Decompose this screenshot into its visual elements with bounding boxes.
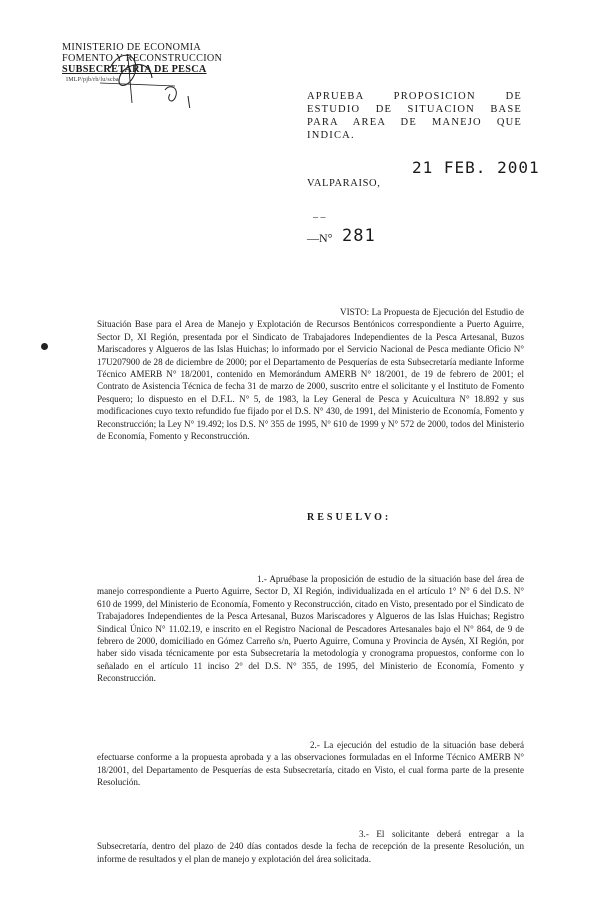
ministry-line-1: MINISTERIO DE ECONOMIA (62, 42, 202, 53)
article-2 (97, 739, 524, 789)
article-1-number: 1.- (257, 574, 267, 584)
article-3-text: El solicitante deberá entregar a la Subsecretaría, dentro del plazo de 240 días contados desde la fecha de recepción de la presente Resolución, un informe de resultados y el plan de manejo y explotación del área solicitada. (97, 829, 524, 864)
resolution-prefix-label: N° (319, 231, 333, 245)
date-stamp: 21 FEB. 2001 (412, 158, 540, 177)
initials-line: IMLP/pjb/rb/lu/scba (66, 77, 119, 83)
reference-subject: APRUEBA PROPOSICION DE ESTUDIO DE SITUACION BASE PARA AREA DE MANEJO QUE INDICA. (307, 91, 522, 141)
handwritten-initials-signature (80, 28, 200, 108)
article-2-number: 2.- (310, 740, 320, 750)
article-1 (97, 573, 524, 685)
place-label: VALPARAISO, (307, 178, 381, 189)
margin-dot (41, 343, 48, 350)
subsecretaria-line: SUBSECRETARIA DE PESCA (62, 64, 207, 75)
visto-lead: VISTO: (340, 307, 370, 317)
resolution-prefix: —N° (307, 231, 333, 245)
article-3-number: 3.- (359, 829, 369, 839)
resolution-number-block (307, 212, 397, 252)
visto-text: La Propuesta de Ejecución del Estudio de Situación Base para el Area de Manejo y Explotación de Recursos Bentónicos correspondiente a Puerto Aguirre, Sector D, XI Región, presentada por el Sindicato de Trabajadores Independientes de la Pesca Artesanal, Buzos Mariscadores y Algueros de las Islas Huichas; lo informado por el Servicio Nacional de Pesca mediante Oficio N° 17U207900 de 28 de diciembre de 2000; por el Departamento de Pesquerías de esta Subsecretaría mediante Informe Técnico AMERB N° 18/2001, contenido en Memorándum AMERB N° 18/2001, de 19 de febrero de 2001; el Contrato de Asistencia Técnica de fecha 31 de marzo de 2000, suscrito entre el solicitante y el Instituto de Fomento Pesquero; lo dispuesto en el D.F.L. N° 5, de 1983, la Ley General de Pesca y Acuicultura N° 18.892 y sus modificaciones cuyo texto refundido fue fijado por el D.S. N° 430, de 1991, del Ministerio de Economía, Fomento y Reconstrucción; la Ley N° 19.492; los D.S. N° 355 de 1995, N° 610 de 1999 y N° 572 de 2000, todos del Ministerio de Economía, Fomento y Reconstrucción. (97, 307, 524, 442)
resuelvo-heading: RESUELVO: (307, 512, 392, 523)
visto-paragraph (97, 306, 524, 442)
article-1-text: Apruébase la proposición de estudio de la situación base del área de manejo correspondiente a Puerto Aguirre, Sector D, XI Región, individualizada en el artículo 1° N° 6 del D.S. N° 610 de 1999, del Ministerio de Economía, Fomento y Reconstrucción, citado en Visto, presentado por el Sindicato de Trabajadores Independientes de la Pesca Artesanal, Buzos Mariscadores y Algueros de las Islas Huichas; Registro Sindical Único N° 11.02.19, e inscrito en el Registro Nacional de Pescadores Artesanales bajo el N° 864, de 9 de febrero de 2000, domiciliado en Gómez Carreño s/n, Puerto Aguirre, Comuna y Provincia de Aysén, XI Región, por haber sido visada técnicamente por esta Subsecretaría la metodología y cronograma propuestos, conforme con lo señalado en el artículo 11 inciso 2° del D.S. N° 355, de 1995, del Ministerio de Economía, Fomento y Reconstrucción. (97, 574, 524, 684)
resolution-number: 281 (342, 226, 376, 246)
article-3 (97, 828, 524, 865)
ministry-line-2: FOMENTO Y RECONSTRUCCION (62, 53, 223, 64)
article-2-text: La ejecución del estudio de la situación base deberá efectuarse conforme a la propuesta aprobada y a las observaciones formuladas en el Informe Técnico AMERB N° 18/2001, del Departamento de Pesquerías de esta Subsecretaría, citado en Visto, el cual forma parte de la presente Resolución. (97, 740, 524, 788)
dash-marks: – – (313, 212, 326, 223)
